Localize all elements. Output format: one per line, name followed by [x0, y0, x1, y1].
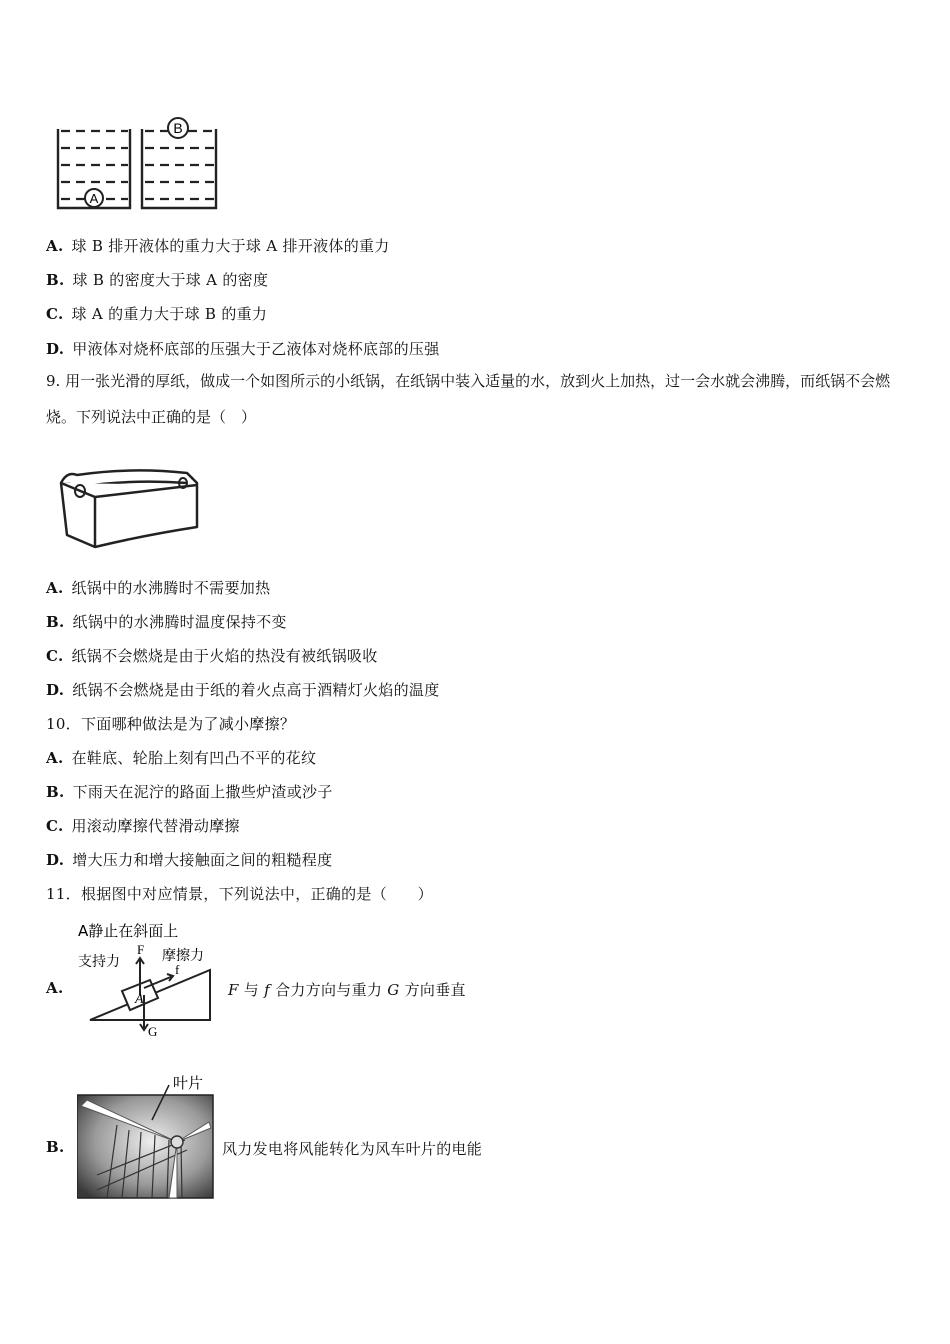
q11-option-a-letter[interactable]: A. — [46, 979, 64, 997]
q8-option-d[interactable]: D. 甲液体对烧杯底部的压强大于乙液体对烧杯底部的压强 — [46, 340, 440, 358]
q11-stem: 11．根据图中对应情景，下列说法中，正确的是（ ） — [46, 885, 433, 903]
q10-option-b[interactable]: B. 下雨天在泥泞的路面上撒些炉渣或沙子 — [46, 783, 333, 801]
q9-option-c[interactable]: C. 纸锅不会燃烧是由于火焰的热没有被纸锅吸收 — [46, 647, 378, 665]
q10-option-d[interactable]: D. 增大压力和增大接触面之间的粗糙程度 — [46, 851, 333, 869]
beakers-figure — [50, 115, 225, 215]
block-a-label: A — [135, 992, 144, 1007]
q10-stem: 10．下面哪种做法是为了减小摩擦？ — [46, 715, 296, 733]
q9-stem: 9. 用一张光滑的厚纸，做成一个如图所示的小纸锅，在纸锅中装入适量的水，放到火上加热，过一会水就会沸腾，而纸锅不会燃烧。下列说法中正确的是（ ） — [46, 372, 891, 426]
ball-a-label: A — [89, 191, 99, 206]
friction-label: 摩擦力 — [162, 948, 204, 964]
small-f-label: f — [175, 962, 180, 977]
ball-b-label: B — [173, 120, 183, 136]
incline-title: A静止在斜面上 — [78, 922, 179, 940]
q11-option-b-letter[interactable]: B. — [46, 1138, 65, 1156]
q11-option-b-text[interactable]: 风力发电将风能转化为风车叶片的电能 — [222, 1140, 483, 1158]
q10-option-a[interactable]: A. 在鞋底、轮胎上刻有凹凸不平的花纹 — [46, 749, 317, 767]
support-force-label: 支持力 — [78, 954, 120, 970]
g-label: G — [148, 1024, 158, 1039]
q8-option-a[interactable]: A. 球 B 排开液体的重力大于球 A 排开液体的重力 — [46, 237, 390, 255]
q10-option-c[interactable]: C. 用滚动摩擦代替滑动摩擦 — [46, 817, 240, 835]
wind-turbine-photo — [77, 1070, 217, 1202]
q9-option-a[interactable]: A. 纸锅中的水沸腾时不需要加热 — [46, 579, 271, 597]
q8-option-b[interactable]: B. 球 B 的密度大于球 A 的密度 — [46, 271, 269, 289]
q9-option-b[interactable]: B. 纸锅中的水沸腾时温度保持不变 — [46, 613, 287, 631]
q11-option-a-text[interactable]: F 与 f 合力方向与重力 G 方向垂直 — [228, 981, 466, 999]
f-label: F — [137, 942, 145, 957]
incline-figure — [78, 918, 223, 1040]
q8-option-c[interactable]: C. 球 A 的重力大于球 B 的重力 — [46, 305, 268, 323]
paper-pot-figure — [55, 465, 205, 550]
blade-label: 叶片 — [173, 1074, 204, 1092]
q9-option-d[interactable]: D. 纸锅不会燃烧是由于纸的着火点高于酒精灯火焰的温度 — [46, 681, 440, 699]
